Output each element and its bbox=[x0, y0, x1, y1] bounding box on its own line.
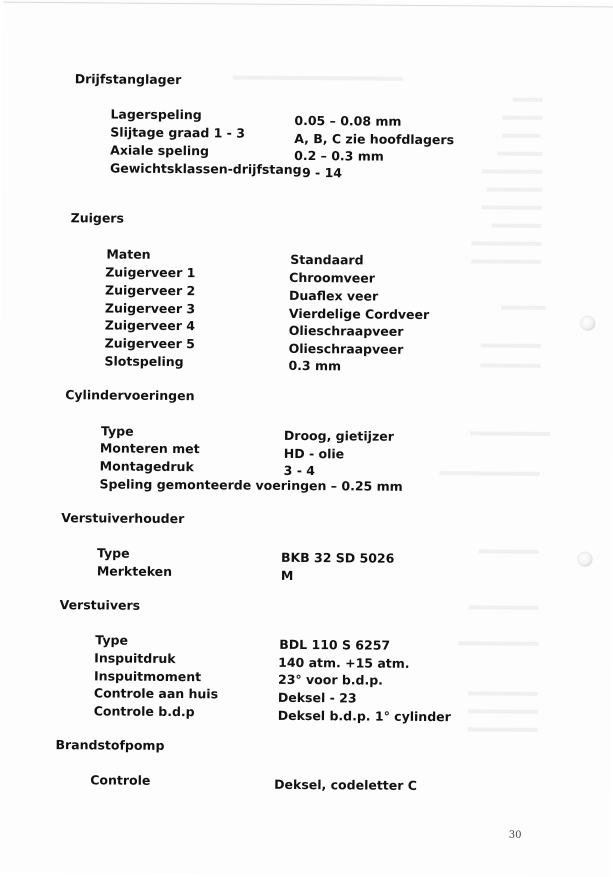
show-through-mark bbox=[468, 691, 538, 696]
spec-value: Droog, gietijzer bbox=[283, 427, 394, 444]
spec-label: Slijtage graad 1 - 3 bbox=[110, 124, 246, 141]
spec-label: Montagedruk bbox=[99, 458, 194, 475]
section-heading-drijfstanglager: Drijfstanglager bbox=[74, 71, 182, 88]
spec-value: 23° voor b.d.p. bbox=[277, 671, 384, 688]
show-through-mark bbox=[487, 187, 542, 191]
show-through-mark bbox=[482, 205, 542, 209]
spec-label: Axiale speling bbox=[110, 142, 210, 159]
spec-value: Vierdelige Cordveer bbox=[288, 305, 430, 323]
spec-value: Olieschraapveer bbox=[288, 322, 404, 339]
spec-value: Deksel b.d.p. 1° cylinder bbox=[277, 707, 451, 725]
spec-value: 0.2 – 0.3 mm bbox=[294, 147, 384, 164]
spec-label: Monteren met bbox=[99, 440, 200, 457]
spec-label: Slotspeling bbox=[104, 353, 184, 370]
show-through-mark bbox=[479, 549, 539, 553]
spec-label: Zuigerveer 3 bbox=[104, 300, 196, 317]
show-through-mark bbox=[471, 259, 541, 264]
spec-label: Merkteken bbox=[96, 563, 173, 579]
show-through-mark bbox=[502, 134, 540, 138]
top-edge-line bbox=[3, 2, 613, 8]
spec-value: BKB 32 SD 5026 bbox=[280, 549, 395, 566]
show-through-mark bbox=[497, 152, 542, 156]
spec-label: Maten bbox=[106, 246, 151, 262]
show-through-mark bbox=[468, 709, 538, 714]
spec-value: Chroomveer bbox=[289, 269, 375, 286]
spec-value: 140 atm. +15 atm. bbox=[278, 654, 410, 671]
spec-label: Zuigerveer 5 bbox=[104, 335, 195, 352]
spec-value: HD - olie bbox=[283, 445, 345, 462]
spec-label: Type bbox=[95, 632, 129, 648]
spec-label: Controle b.d.p bbox=[93, 703, 195, 720]
spec-value: BDL 110 S 6257 bbox=[279, 636, 391, 653]
spec-value: 9 - 14 bbox=[301, 165, 343, 181]
show-through-mark bbox=[233, 75, 403, 80]
spec-label: Inspuitmoment bbox=[94, 668, 202, 685]
spec-label: Controle bbox=[90, 772, 151, 788]
spec-value: 3 - 4 bbox=[283, 462, 316, 479]
spec-label: Inspuitdruk bbox=[94, 650, 176, 667]
show-through-mark bbox=[492, 223, 542, 227]
spec-value: Deksel, codeletter C bbox=[274, 776, 418, 793]
spec-label: Lagerspeling bbox=[110, 106, 202, 123]
spec-value: M bbox=[280, 567, 294, 583]
spec-value: 0.05 – 0.08 mm bbox=[294, 112, 402, 129]
show-through-mark bbox=[501, 306, 546, 310]
section-heading-brandstofpomp: Brandstofpomp bbox=[55, 737, 165, 753]
show-through-mark bbox=[458, 641, 538, 646]
show-through-mark bbox=[470, 431, 550, 436]
spec-value: A, B, C zie hoofdlagers bbox=[294, 130, 455, 148]
spec-note: Speling gemonteerde voeringen – 0.25 mm bbox=[99, 476, 403, 494]
show-through-mark bbox=[502, 116, 542, 120]
section-heading-cylindervoeringen: Cylindervoeringen bbox=[65, 387, 195, 404]
spec-value: Olieschraapveer bbox=[288, 340, 404, 357]
section-heading-zuigers: Zuigers bbox=[70, 210, 124, 226]
show-through-mark bbox=[469, 605, 539, 610]
spec-label: Zuigerveer 4 bbox=[104, 317, 196, 334]
show-through-mark bbox=[468, 727, 538, 732]
spec-label: Zuigerveer 2 bbox=[105, 282, 196, 299]
spec-value: 0.3 mm bbox=[288, 357, 342, 374]
show-through-mark bbox=[481, 343, 541, 347]
spec-label: Type bbox=[100, 423, 134, 439]
show-through-mark bbox=[480, 363, 540, 367]
spec-value: Standaard bbox=[290, 251, 364, 268]
spec-label: Gewichtsklassen-drijfstang bbox=[109, 160, 302, 178]
spec-value: Deksel - 23 bbox=[277, 689, 357, 706]
show-through-mark bbox=[471, 241, 541, 246]
page-number: 30 bbox=[508, 829, 522, 841]
show-through-mark bbox=[440, 471, 540, 476]
punch-hole bbox=[578, 552, 592, 566]
spec-label: Type bbox=[96, 545, 130, 561]
spec-value: Duaflex veer bbox=[288, 287, 379, 304]
show-through-mark bbox=[513, 98, 543, 102]
section-heading-verstuivers: Verstuivers bbox=[59, 597, 141, 613]
spec-label: Zuigerveer 1 bbox=[105, 264, 196, 281]
spec-label: Controle aan huis bbox=[93, 685, 219, 702]
punch-hole bbox=[581, 316, 595, 330]
section-heading-verstuiverhouder: Verstuiverhouder bbox=[61, 510, 185, 527]
show-through-mark bbox=[482, 169, 542, 173]
